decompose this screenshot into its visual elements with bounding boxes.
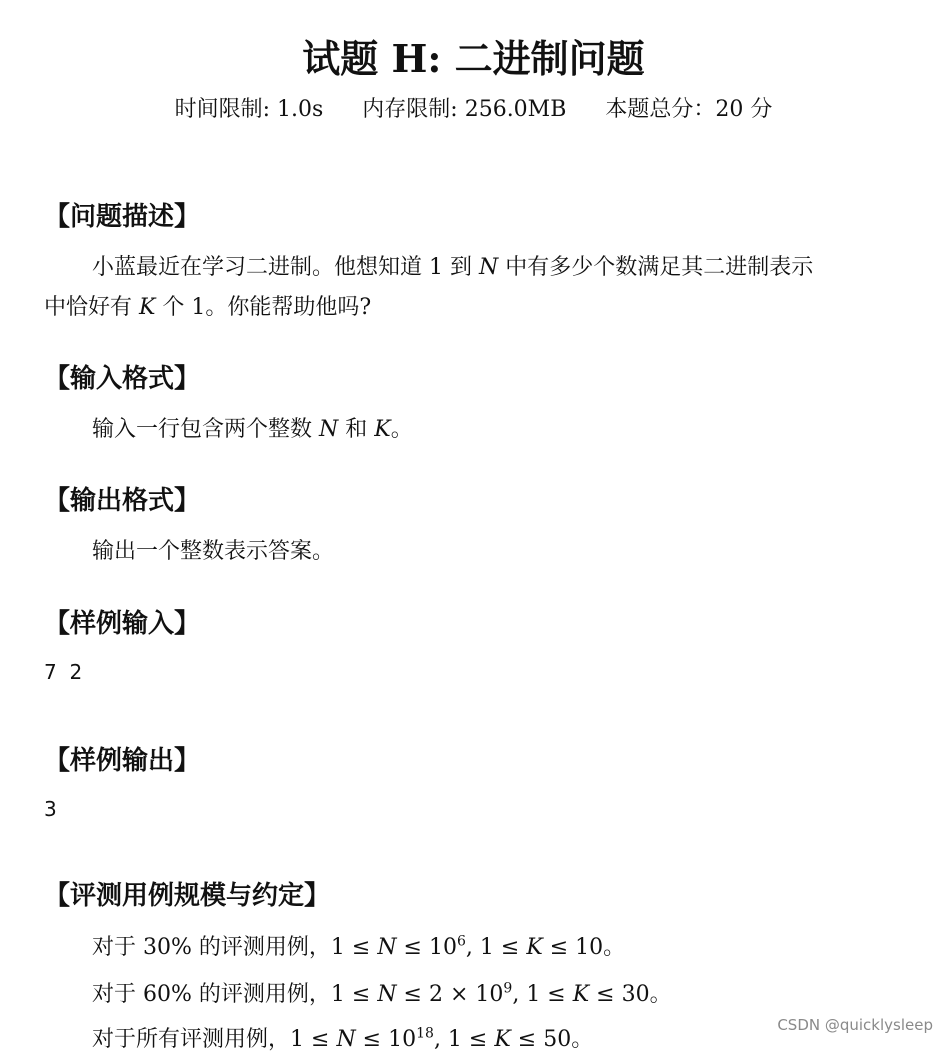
input-format-part: 和: [338, 417, 375, 442]
output-format-heading: 【输出格式】: [44, 486, 201, 516]
variable-k: K: [139, 295, 156, 320]
exponent: 6: [456, 933, 466, 950]
constraint-line: [92, 977, 672, 1008]
variable-n: N: [377, 982, 397, 1007]
variable-k: K: [526, 935, 543, 960]
output-format-text: 输出一个整数表示答案。: [92, 539, 335, 564]
description-line-1: [92, 250, 813, 281]
input-format-heading: 【输入格式】: [44, 364, 201, 394]
constraint-line: [92, 1022, 593, 1053]
constraint-part: , 1 ≤: [465, 935, 527, 960]
variable-n: N: [319, 417, 339, 442]
input-format-part: 。: [390, 417, 413, 442]
constraint-prefix: 对于所有评测用例，: [92, 1027, 291, 1052]
total-score: 本题总分：20 分: [605, 97, 773, 122]
problem-title: 试题 H: 二进制问题: [302, 36, 645, 81]
description-heading: 【问题描述】: [44, 202, 201, 232]
variable-n: N: [336, 1027, 356, 1052]
input-format-text: [92, 412, 413, 443]
constraint-part: , 1 ≤: [512, 982, 573, 1007]
sample-input-heading: 【样例输入】: [44, 609, 201, 639]
exponent: 9: [503, 980, 513, 997]
constraint-part: ≤ 10。: [542, 935, 626, 960]
exponent: 18: [416, 1025, 434, 1042]
constraint-part: ≤ 2 × 10: [396, 982, 504, 1007]
constraint-prefix: 对于 60% 的评测用例，: [92, 982, 331, 1007]
input-format-part: 输入一行包含两个整数: [92, 417, 319, 442]
constraint-part: ≤ 50。: [510, 1027, 594, 1052]
constraint-part: 1 ≤: [330, 935, 378, 960]
constraints-heading: 【评测用例规模与约定】: [44, 881, 331, 911]
description-text: 小蓝最近在学习二进制。他想知道 1 到: [92, 255, 479, 280]
problem-meta: [0, 92, 947, 123]
variable-k: K: [572, 982, 590, 1007]
constraint-part: 1 ≤: [330, 982, 378, 1007]
time-limit: 时间限制: 1.0s: [174, 97, 324, 122]
variable-n: N: [377, 935, 397, 960]
constraint-part: 1 ≤: [290, 1027, 337, 1052]
memory-limit: 内存限制: 256.0MB: [362, 97, 567, 122]
variable-k: K: [494, 1027, 511, 1052]
description-text: 中恰好有: [44, 295, 139, 320]
constraint-part: ≤ 30。: [589, 982, 672, 1007]
constraint-line: [92, 930, 625, 961]
sample-output-text: 3: [44, 797, 57, 821]
variable-n: N: [478, 255, 499, 280]
description-text: 个 1。你能帮助他吗?: [155, 295, 372, 320]
sample-output-heading: 【样例输出】: [44, 746, 201, 776]
csdn-watermark: CSDN @quicklysleep: [777, 1016, 933, 1034]
description-line-2: [44, 290, 371, 321]
constraint-part: ≤ 10: [396, 935, 457, 960]
constraint-prefix: 对于 30% 的评测用例，: [92, 935, 331, 960]
sample-input-text: 7 2: [44, 660, 83, 684]
constraint-part: ≤ 10: [355, 1027, 417, 1052]
variable-k: K: [374, 417, 391, 442]
constraint-part: , 1 ≤: [433, 1027, 495, 1052]
description-text: 中有多少个数满足其二进制表示: [498, 255, 814, 280]
